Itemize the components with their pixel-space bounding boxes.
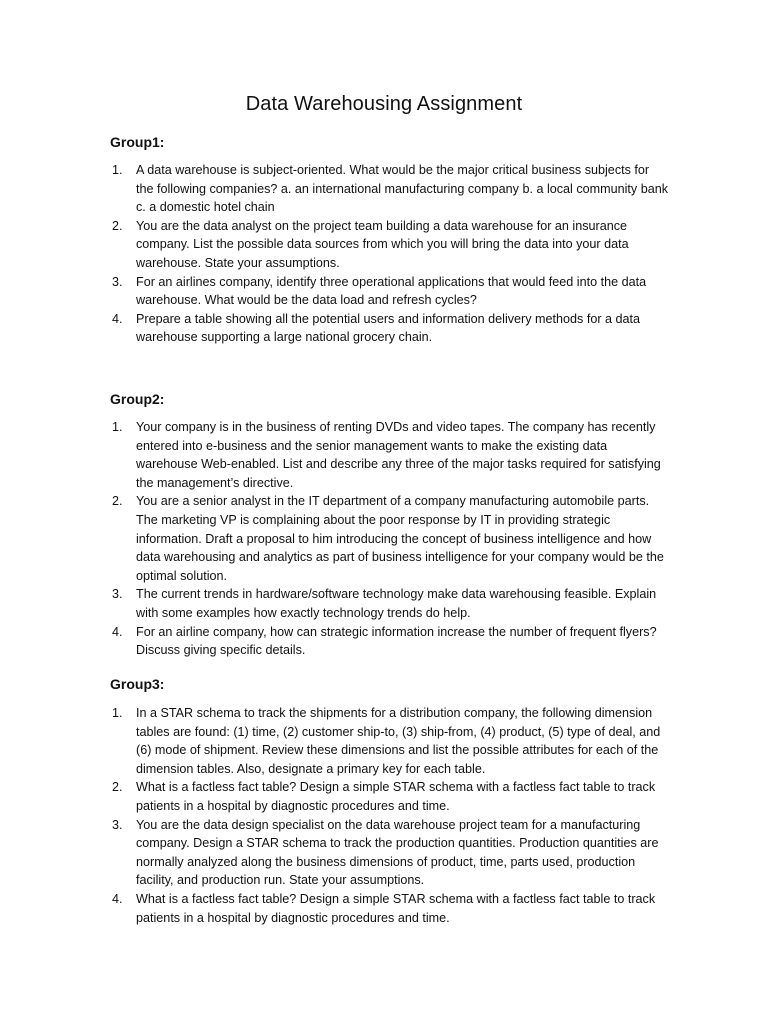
group3-question-4 — [110, 890, 670, 927]
group3-question-1 — [110, 704, 670, 778]
group3-question-2 — [110, 778, 670, 815]
group2-question-4 — [110, 623, 670, 660]
question-number: 3. — [112, 587, 123, 602]
question-number: 1. — [112, 706, 123, 720]
question-number: 3. — [112, 274, 123, 289]
group3-heading: Group3: — [110, 676, 165, 692]
group1-question-4 — [110, 310, 670, 347]
group3-question-list — [110, 704, 670, 927]
group1-question-2 — [110, 217, 670, 273]
group1-question-1 — [110, 161, 670, 217]
question-text: What is a factless fact table? Design a simple STAR schema with a factless fact table to track patients in a hospital by diagnostic procedures and time. — [136, 780, 656, 813]
group2-heading: Group2: — [110, 391, 165, 407]
group1-question-3 — [110, 273, 670, 310]
question-number: 3. — [112, 817, 123, 832]
group3-question-3 — [110, 816, 670, 890]
question-text: The current trends in hardware/software technology make data warehousing feasible. Explain with some examples how exactly technology trends do help. — [136, 587, 657, 620]
question-text: You are the data analyst on the project team building a data warehouse for an insurance company. List the possible data sources from which you will bring the data into your data warehouse. State your assumptions. — [136, 218, 629, 270]
question-number: 2. — [112, 218, 123, 233]
question-text: For an airlines company, identify three operational applications that would feed into the data warehouse. What would be the data load and refresh cycles? — [136, 274, 647, 308]
group2-question-3 — [110, 585, 670, 622]
question-number: 1. — [112, 420, 123, 434]
question-text: What is a factless fact table? Design a simple STAR schema with a factless fact table to track patients in a hospital by diagnostic procedures and time. — [136, 891, 656, 925]
question-text: You are a senior analyst in the IT department of a company manufacturing automobile parts. The marketing VP is complaining about the poor response by IT in providing strategic information. Draft a proposal to him introducing the concept of business intelligence and how data warehousing and analytics as part of business intelligence for your company would be the optimal solution. — [136, 494, 664, 583]
group1-question-list — [110, 161, 670, 347]
question-text: You are the data design specialist on the data warehouse project team for a manufacturing company. Design a STAR schema to track the production quantities. Production quantities are normally analyzed along the business dimensions of product, time, parts used, production facility, and production run. State your assumptions. — [136, 817, 659, 888]
question-text: For an airline company, how can strategic information increase the number of frequent flyers? Discuss giving specific details. — [136, 624, 657, 658]
group2-question-1 — [110, 418, 670, 492]
group2-question-list — [110, 418, 670, 660]
question-number: 4. — [112, 891, 123, 906]
question-text: Prepare a table showing all the potential users and information delivery methods for a data warehouse supporting a large national grocery chain. — [136, 311, 641, 345]
question-number: 2. — [112, 494, 123, 509]
question-text: In a STAR schema to track the shipments for a distribution company, the following dimension tables are found: (1) time, (2) customer ship-to, (3) ship-from, (4) product, (5) type of deal, and (6) mode of shipment. Review these dimensions and list the possible attributes for each of the dimension tables. Also, designate a primary key for each table. — [136, 706, 661, 776]
group2-question-2 — [110, 492, 670, 585]
group1-heading: Group1: — [110, 134, 165, 150]
question-text: Your company is in the business of renting DVDs and video tapes. The company has recently entered into e-business and the senior management wants to make the existing data warehouse Web-enabled. List and describe any three of the major tasks required for satisfying the management’s directive. — [136, 420, 661, 490]
question-number: 4. — [112, 311, 123, 326]
question-number: 1. — [112, 163, 123, 177]
question-text: A data warehouse is subject-oriented. What would be the major critical business subjects for the following companies? a. an international manufacturing company b. a local community bank c. a domestic hotel chain — [136, 163, 669, 215]
question-number: 2. — [112, 780, 123, 795]
question-number: 4. — [112, 624, 123, 639]
page-title: Data Warehousing Assignment — [245, 93, 523, 115]
